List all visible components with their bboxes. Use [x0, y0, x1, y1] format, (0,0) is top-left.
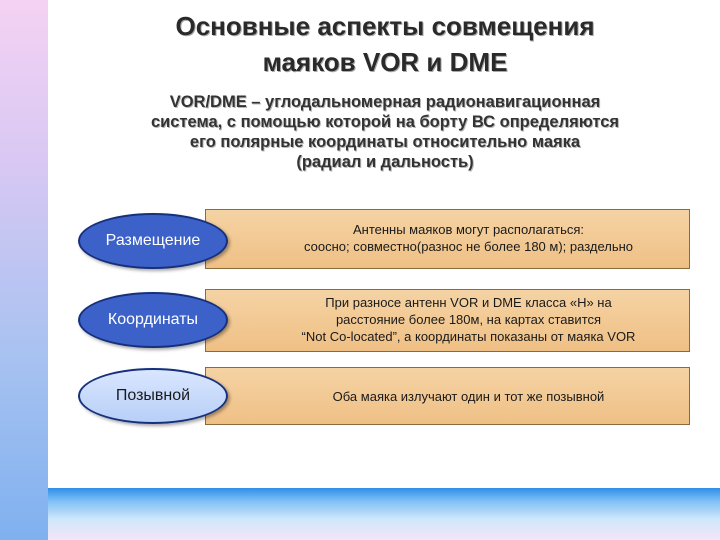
slide-title-line: Основные аспекты совмещения — [175, 11, 595, 41]
callsign-label: Позывной — [115, 387, 191, 404]
placement-description-box — [205, 209, 690, 269]
callsign-oval — [78, 368, 228, 424]
placement-label: Размещение — [105, 232, 201, 249]
callsign-description-line: Оба маяка излучают один и тот же позывной — [332, 389, 605, 404]
slide-title — [60, 8, 710, 80]
coordinates-oval — [78, 292, 228, 348]
subtitle-line: (радиал и дальность) — [296, 153, 474, 171]
placement-description-line: соосно; совместно(разнос не более 180 м); раздельно — [303, 239, 634, 254]
placement-description-line: Антенны маяков могут располагаться: — [352, 222, 584, 237]
subtitle-line: его полярные координаты относительно маяка — [189, 133, 581, 151]
coordinates-description-line: “Not Co-located”, а координаты показаны от маяка VOR — [301, 329, 636, 344]
callsign-description-box — [205, 367, 690, 425]
placement-oval — [78, 213, 228, 269]
slide-subtitle — [60, 92, 710, 172]
left-decor-bar — [0, 0, 48, 540]
coordinates-description-box — [205, 289, 690, 352]
subtitle-line: система, с помощью которой на борту ВС определяются — [150, 113, 620, 131]
slide-title-line: маяков VOR и DME — [262, 47, 508, 77]
subtitle-line: VOR/DME – углодальномерная радионавигационная — [169, 93, 601, 111]
bottom-decor-bar — [48, 488, 720, 540]
coordinates-description-line: При разносе антенн VOR и DME класса «H» на — [325, 295, 612, 310]
coordinates-label: Координаты — [107, 311, 199, 328]
coordinates-description-line: расстояние более 180м, на картах ставится — [335, 312, 602, 327]
